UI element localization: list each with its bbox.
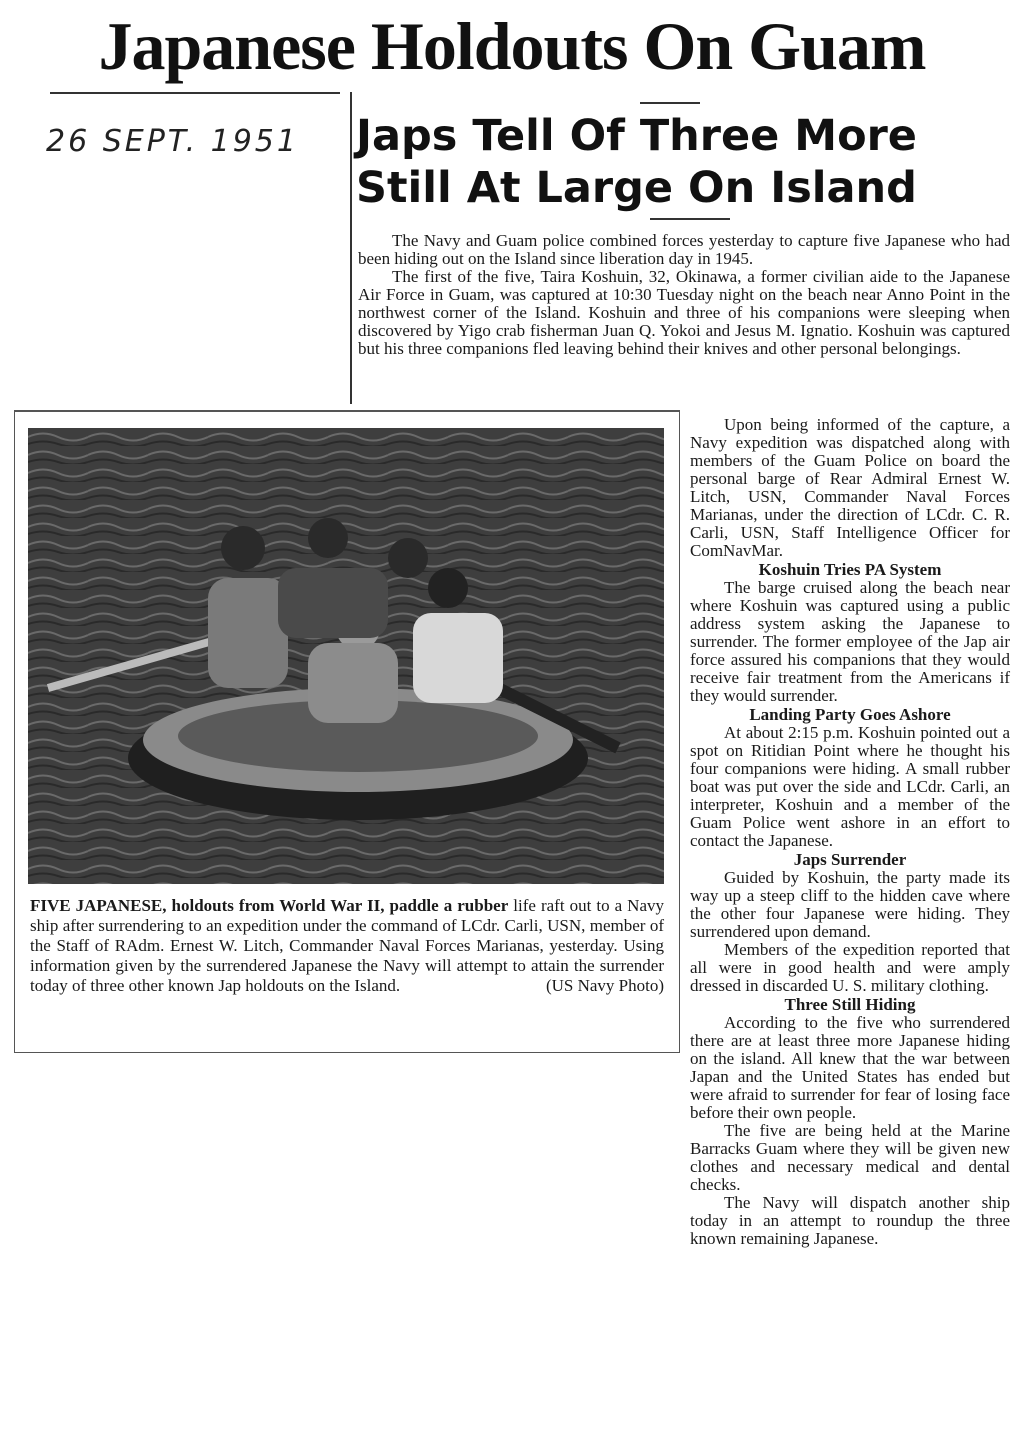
caption-text: life raft out to a Navy ship after surrendering to an expedition under the command of LCdr. Carli, USN, member of the Staff of RAdm. Ernest W. Litch, Commander Naval Forces Marianas, yesterday. Using information given by the surrendered Japanese the Navy will attempt to attain the surrender today of three other known Jap holdouts on the Island. — [30, 896, 664, 995]
column-paragraph: Guided by Koshuin, the party made its way up a steep cliff to the hidden cave where the other four Japanese were hiding. They surrendered upon demand. — [690, 868, 1010, 941]
photo-illustration — [28, 428, 664, 884]
column-paragraph: The five are being held at the Marine Barracks Guam where they will be given new clothes and necessary medical and dental checks. — [690, 1121, 1010, 1194]
column-paragraph: Members of the expedition reported that all were in good health and were amply dressed in discarded U. S. military clothing. — [690, 940, 1010, 995]
lead-paragraph: The Navy and Guam police combined forces yesterday to capture five Japanese who had been hiding out on the Island since liberation day in 1945. — [358, 231, 1010, 268]
caption-lead-in: FIVE JAPANESE, holdouts from World War II, paddle a rubber — [30, 896, 509, 915]
column-paragraph: According to the five who surrendered there are at least three more Japanese hiding on the island. All knew that the war between Japan and the United States has ended but were afraid to surrender for fear of losing face before their own people. — [690, 1013, 1010, 1122]
section-heading: Three Still Hiding — [784, 995, 916, 1014]
section-heading: Koshuin Tries PA System — [758, 560, 942, 579]
subhead-line-1: Japs Tell Of Three More — [356, 111, 917, 161]
headline: Japanese Holdouts On Guam — [98, 8, 926, 84]
photo-credit: (US Navy Photo) — [545, 976, 664, 995]
right-column — [690, 416, 1010, 1248]
subhead-rule-top — [640, 102, 700, 104]
column-paragraph: The Navy will dispatch another ship today in an attempt to roundup the three known remaining Japanese. — [690, 1193, 1010, 1248]
rubber-raft-photo — [28, 428, 664, 884]
subhead-rule-bottom — [650, 218, 730, 220]
handwritten-date: 26 SEPT. 1951 — [46, 124, 299, 159]
column-paragraph: Upon being informed of the capture, a Navy expedition was dispatched along with members of the Guam Police on board the personal barge of Rear Admiral Ernest W. Litch, USN, Commander Naval Forces Marianas, under the direction of LCdr. C. R. Carli, USN, Staff Intelligence Officer for ComNavMar. — [690, 415, 1010, 560]
top-rule — [50, 92, 340, 94]
subhead-line-2: Still At Large On Island — [356, 163, 917, 213]
photo-caption — [30, 896, 664, 996]
lead-article — [358, 232, 1010, 358]
section-heading: Japs Surrender — [793, 850, 907, 869]
subhead — [356, 110, 1016, 214]
column-paragraph: The barge cruised along the beach near where Koshuin was captured using a public address system asking the Japanese to surrender. The former employee of the Jap air force assured his companions that they would receive fair treatment from the Americans if they would surrender. — [690, 578, 1010, 705]
section-heading: Landing Party Goes Ashore — [749, 705, 951, 724]
column-paragraph: At about 2:15 p.m. Koshuin pointed out a spot on Ritidian Point where he thought his four companions were hiding. A small rubber boat was put over the side and LCdr. Carli, an interpreter, Koshuin and a member of the Guam Police went ashore in an effort to contact the Japanese. — [690, 723, 1010, 850]
lead-paragraph: The first of the five, Taira Koshuin, 32, Okinawa, a former civilian aide to the Japanese Air Force in Guam, was captured at 10:30 Tuesday night on the beach near Anno Point in the northwest corner of the Island. Koshuin and three of his companions were sleeping when discovered by Yigo crab fisherman Juan Q. Yokoi and Jesus M. Ignatio. Koshuin was captured but his three companions fled leaving behind their knives and other personal belongings. — [358, 267, 1010, 358]
vertical-rule — [350, 92, 352, 404]
